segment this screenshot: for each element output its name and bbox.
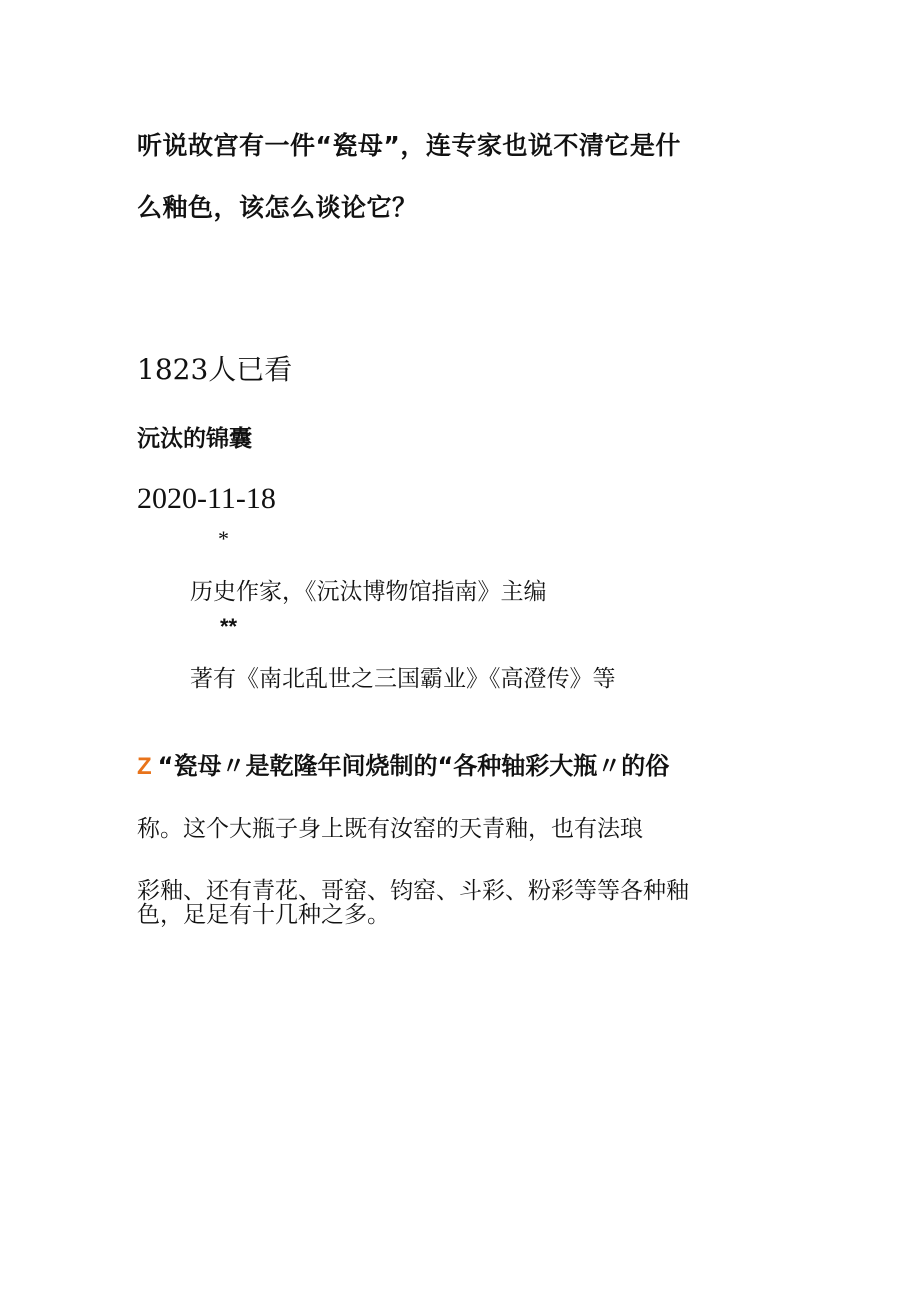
answer-line-1: “瓷母〃是乾隆年间烧制的“各种轴彩大瓶〃的俗	[157, 752, 670, 780]
bio-bullet-2: **	[220, 614, 238, 639]
question-title-line-2: 么釉色，该怎么谈论它？	[137, 193, 418, 222]
answer-line-3: 彩釉、还有青花、哥窑、钧窑、斗彩、粉彩等等各种釉	[137, 878, 689, 904]
answer-line-2: 称。这个大瓶子身上既有汝窑的天青釉，也有法琅	[137, 816, 643, 842]
bio-line-2: 著有《南北乱世之三国霸业》《高澄传》等	[190, 666, 616, 692]
answer-line-4: 色，足足有十几种之多。	[137, 902, 390, 928]
question-title-line-1: 听说故宫有一件“瓷母”，连专家也说不清它是什	[137, 131, 681, 160]
author-name: 沅汰的锦囊	[137, 426, 252, 452]
answer-marker: Z	[137, 753, 152, 780]
publish-date: 2020-11-18	[137, 482, 276, 515]
bio-bullet-1: *	[218, 526, 229, 551]
answer-lead-line	[137, 746, 669, 781]
view-count: 1823人已看	[137, 353, 293, 386]
bio-line-1: 历史作家，《沅汰博物馆指南》主编	[190, 579, 547, 605]
